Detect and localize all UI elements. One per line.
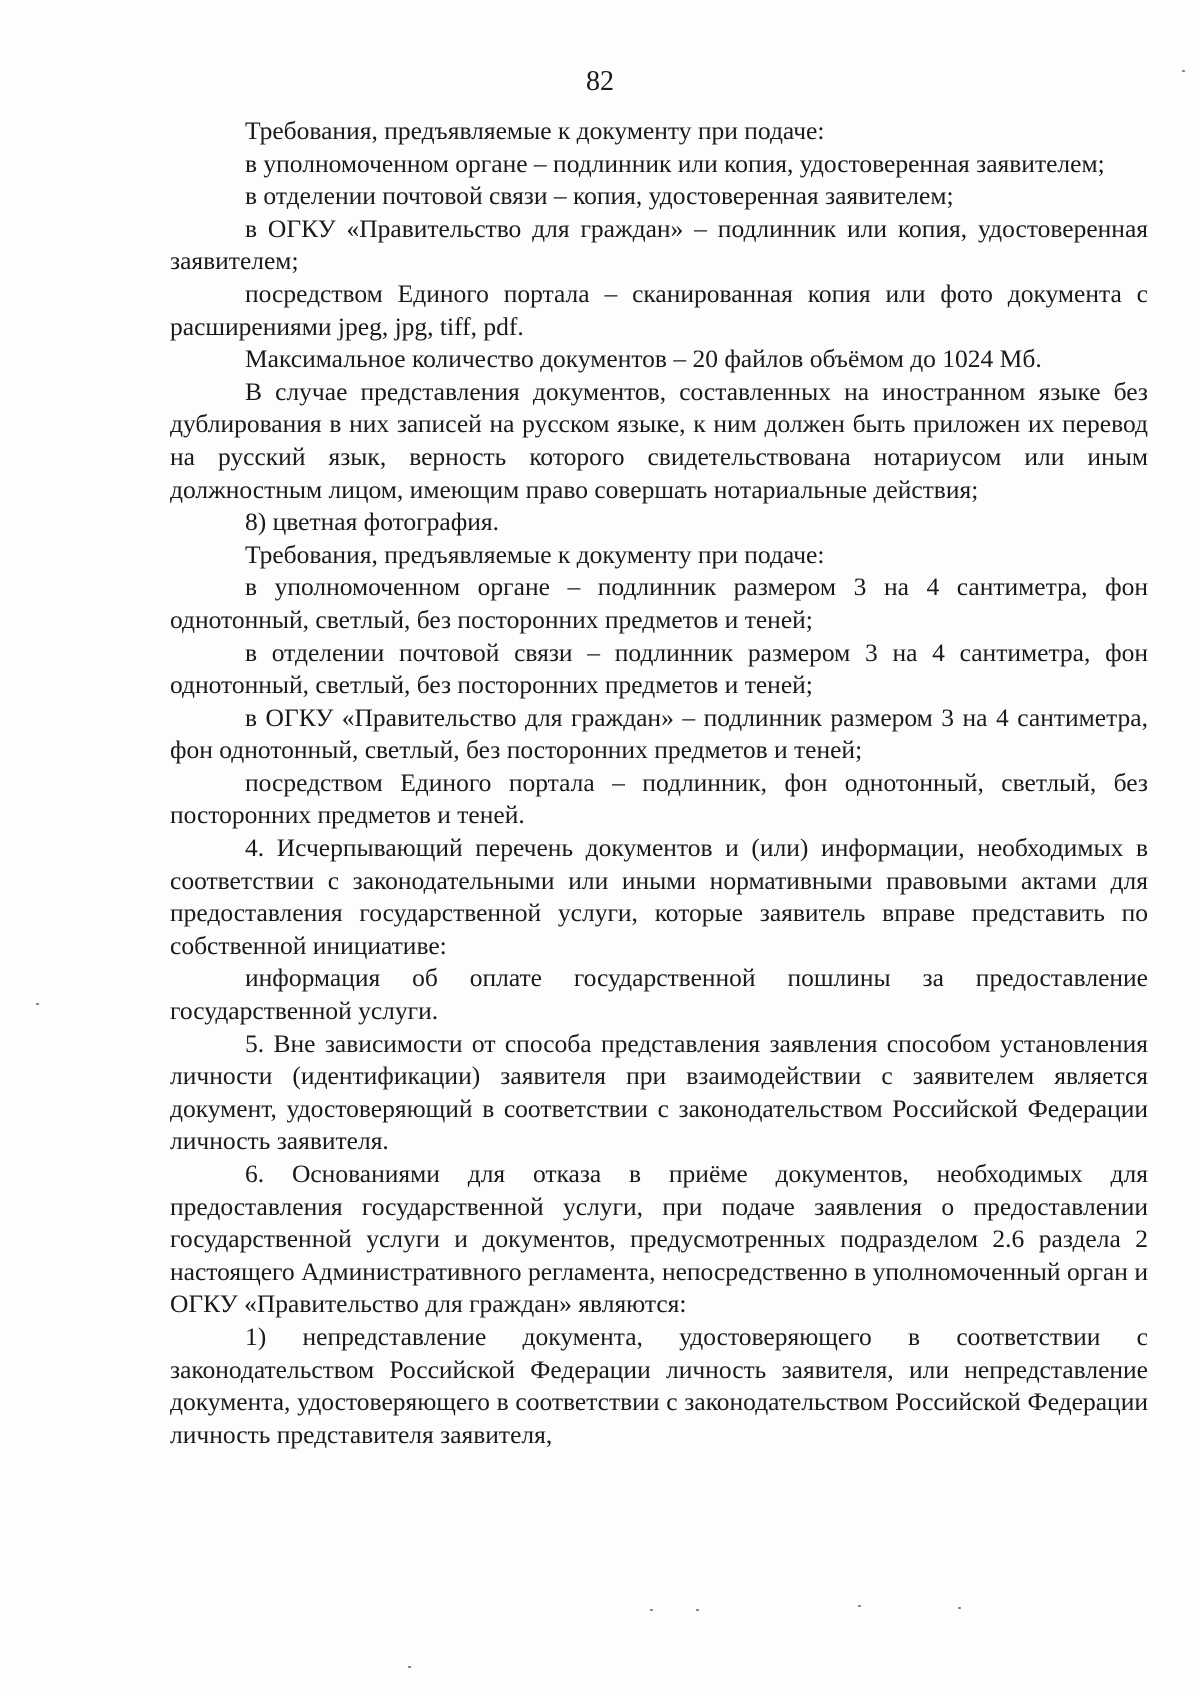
scan-speck xyxy=(1182,70,1185,72)
scan-speck xyxy=(958,1607,961,1609)
page-number: 82 xyxy=(586,66,614,97)
paragraph: в ОГКУ «Правительство для граждан» – подлинник размером 3 на 4 сантиметра, фон однотонный, светлый, без посторонних предметов и теней; xyxy=(170,702,1148,765)
paragraph: 6. Основаниями для отказа в приёме документов, необходимых для предоставления государственной услуги, при подаче заявления о предоставлении государственной услуги и документов, предусмотренных подразделом 2.6 раздела 2 настоящего Административного регламента, непосредственно в уполномоченный орган и ОГКУ «Правительство для граждан» являются: xyxy=(170,1159,1148,1319)
paragraph: в уполномоченном органе – подлинник размером 3 на 4 сантиметра, фон однотонный, светлый, без посторонних предметов и теней; xyxy=(170,572,1148,634)
paragraph: посредством Единого портала – сканированная копия или фото документа с расширениями jpeg, jpg, tiff, pdf. xyxy=(170,278,1148,341)
scan-speck xyxy=(858,1605,861,1607)
document-body xyxy=(170,115,1148,1451)
paragraph: в отделении почтовой связи – копия, удостоверенная заявителем; xyxy=(245,181,954,211)
scan-speck xyxy=(650,1609,653,1611)
paragraph: В случае представления документов, составленных на иностранном языке без дублирования в них записей на русском языке, к ним должен быть приложен их перевод на русский язык, верность которого свидетельствована нотариусом или иным должностным лицом, имеющим право совершать нотариальные действия; xyxy=(170,376,1148,504)
paragraph: 1) непредставление документа, удостоверяющего в соответствии с законодательством Российской Федерации личность заявителя, или непредставление документа, удостоверяющего в соответствии с законодательством Российской Федерации личность представителя заявителя, xyxy=(170,1321,1148,1449)
paragraph: Требования, предъявляемые к документу при подаче: xyxy=(245,539,825,569)
paragraph: Максимальное количество документов – 20 файлов объёмом до 1024 Мб. xyxy=(245,344,1042,374)
scan-speck xyxy=(36,1003,39,1005)
paragraph: Требования, предъявляемые к документу при подаче: xyxy=(245,116,825,145)
paragraph: 8) цветная фотография. xyxy=(245,507,499,537)
paragraph: информация об оплате государственной пошлины за предоставление государственной услуги. xyxy=(170,963,1148,1026)
scan-speck xyxy=(696,1609,699,1611)
paragraph: 5. Вне зависимости от способа представления заявления способом установления личности (идентификации) заявителя при взаимодействии с заявителем является документ, удостоверяющий в соответствии с законодательством Российской Федерации личность заявителя. xyxy=(170,1028,1148,1156)
scan-speck xyxy=(408,1666,411,1668)
paragraph: посредством Единого портала – подлинник, фон однотонный, светлый, без посторонних предметов и теней. xyxy=(170,767,1148,830)
paragraph: в ОГКУ «Правительство для граждан» – подлинник или копия, удостоверенная заявителем; xyxy=(170,213,1148,276)
paragraph: в уполномоченном органе – подлинник или копия, удостоверенная заявителем; xyxy=(245,148,1105,178)
paragraph: в отделении почтовой связи – подлинник размером 3 на 4 сантиметра, фон однотонный, светлый, без посторонних предметов и теней; xyxy=(170,637,1148,700)
paragraph: 4. Исчерпывающий перечень документов и (или) информации, необходимых в соответствии с законодательными или иными нормативными правовыми актами для предоставления государственной услуги, которые заявитель вправе представить по собственной инициативе: xyxy=(170,833,1148,960)
